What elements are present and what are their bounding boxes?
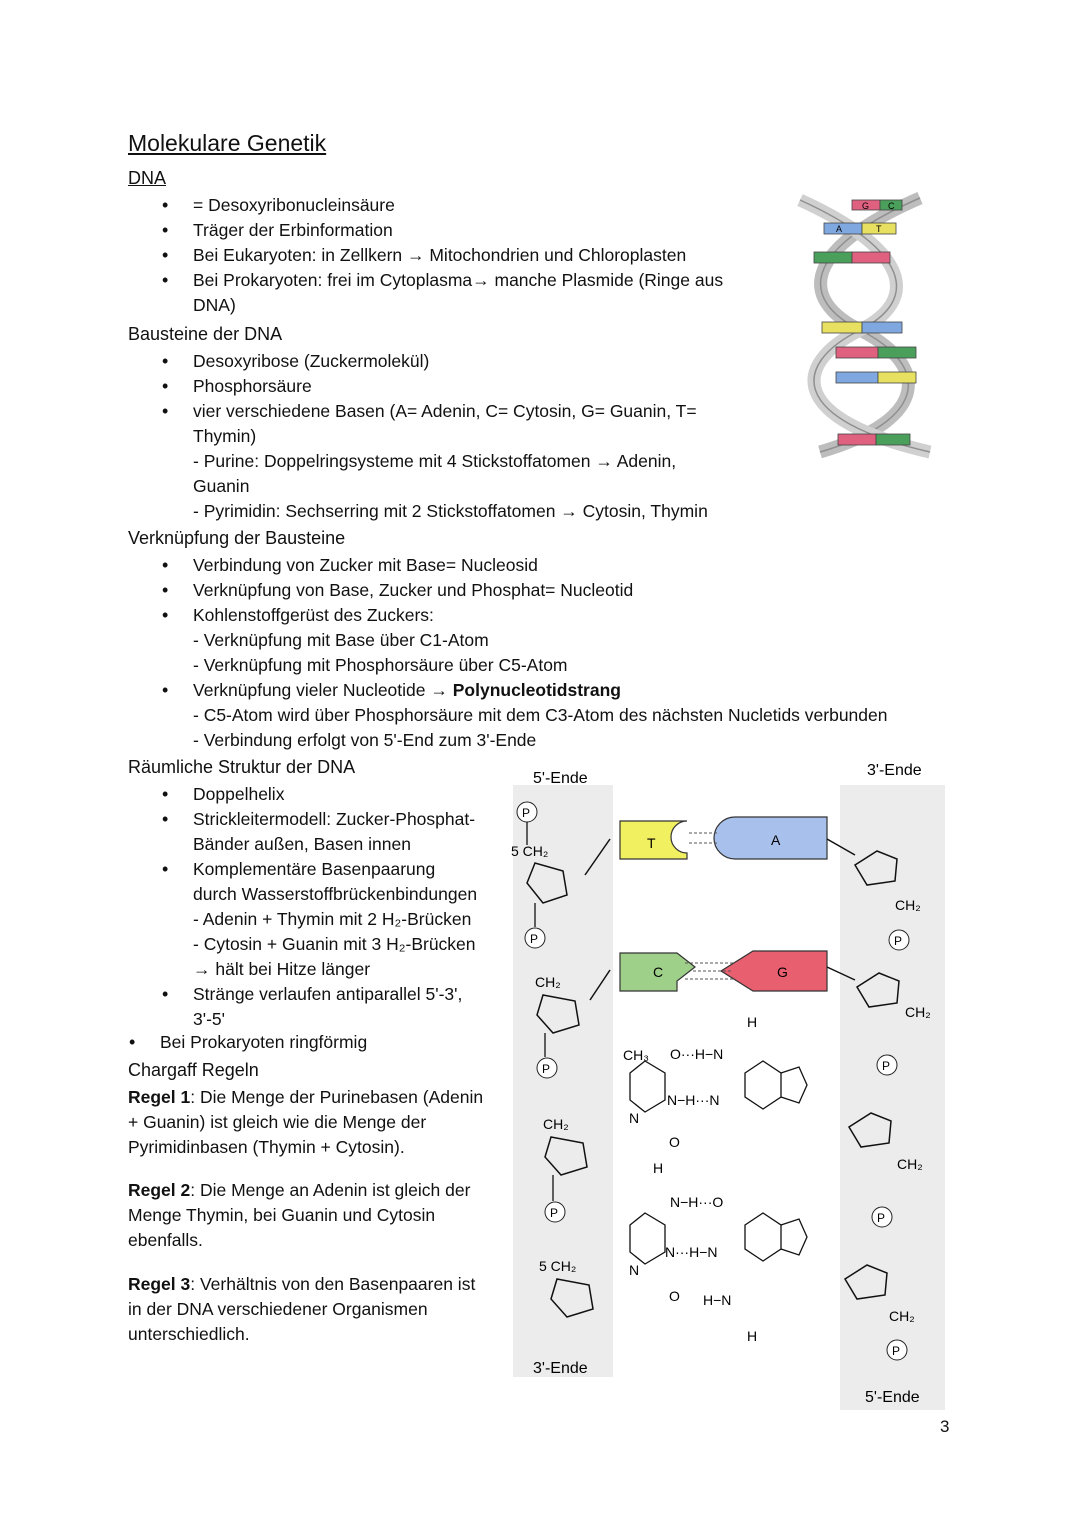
regel-text: in der DNA verschiedener Organismen bbox=[128, 1299, 428, 1319]
purine-ring bbox=[781, 1219, 807, 1255]
list-item-line: - Verbindung erfolgt von 5'-End zum 3'-Ende bbox=[193, 730, 537, 750]
section-heading-bausteine: Bausteine der DNA bbox=[128, 324, 283, 344]
helix-rung bbox=[836, 372, 916, 383]
list-item: • Verbindung von Zucker mit Base= Nucleosid bbox=[128, 553, 948, 578]
list-item-line: durch Wasserstoffbrückenbindungen bbox=[193, 884, 478, 904]
list-item-line: - C5-Atom wird über Phosphorsäure mit dem C3-Atom des nächsten Nucletids verbunden bbox=[193, 705, 888, 725]
purine-ring bbox=[745, 1213, 781, 1261]
section-heading-dna: DNA bbox=[128, 168, 167, 188]
methyl-label: CH₃ bbox=[623, 1047, 649, 1063]
regel-label: Regel 1 bbox=[128, 1087, 191, 1107]
helix-rung bbox=[814, 252, 890, 263]
pyrimidine-ring bbox=[630, 1061, 665, 1112]
base-a-label: A bbox=[771, 832, 781, 848]
hbond-label: N···H−N bbox=[665, 1244, 718, 1260]
list-item-line: - Adenin + Thymin mit 2 H₂-Brücken bbox=[193, 909, 472, 929]
list-item: • Phosphorsäure bbox=[128, 374, 768, 399]
nitrogen-label: N bbox=[629, 1110, 640, 1126]
page-title: Molekulare Genetik bbox=[128, 130, 327, 156]
double-helix-illustration bbox=[780, 190, 940, 460]
hbond-label: O···H−N bbox=[670, 1046, 724, 1062]
list-item-line: Bänder außen, Basen innen bbox=[193, 834, 411, 854]
regel-text: Menge Thymin, bei Guanin und Cytosin bbox=[128, 1205, 436, 1225]
section-heading-raeumlich: Räumliche Struktur der DNA bbox=[128, 757, 356, 777]
structural-formula-ta bbox=[623, 1014, 807, 1150]
phosphate-label: P bbox=[522, 806, 531, 820]
phosphate-label: P bbox=[882, 1059, 891, 1073]
list-item: • Desoxyribose (Zuckermolekül) bbox=[128, 349, 768, 374]
list-item-line: - Purine: Doppelringsysteme mit 4 Stickstoffatomen → Adenin, bbox=[193, 451, 677, 471]
list-item bbox=[128, 857, 508, 982]
hydrogen-label: H bbox=[747, 1014, 758, 1030]
hydrogen-label: H bbox=[747, 1328, 758, 1344]
list-item-line: Guanin bbox=[193, 476, 250, 496]
base-pair-ta bbox=[585, 817, 855, 875]
list-item-line: - Pyrimidin: Sechserring mit 2 Stickstoffatomen → Cytosin, Thymin bbox=[193, 501, 708, 521]
ch2-label: 5 CH₂ bbox=[511, 843, 549, 859]
ch2-label: CH₂ bbox=[905, 1004, 931, 1020]
helix-base-c: C bbox=[888, 201, 895, 211]
list-item-line: → hält bei Hitze länger bbox=[193, 959, 371, 979]
regel-text: ebenfalls. bbox=[128, 1230, 203, 1250]
list-item-line: • Komplementäre Basenpaarung bbox=[193, 859, 436, 879]
list-item: • Bei Eukaryoten: in Zellkern → Mitochondrien und Chloroplasten bbox=[128, 243, 768, 268]
section-heading-verknuepfung: Verknüpfung der Bausteine bbox=[128, 528, 346, 548]
list-item: • Verknüpfung von Base, Zucker und Phosphat= Nucleotid bbox=[128, 578, 948, 603]
oxygen-label: O bbox=[669, 1288, 680, 1304]
emphasis-text: Polynucleotidstrang bbox=[452, 680, 621, 700]
list-item-line: - Verknüpfung mit Base über C1-Atom bbox=[193, 630, 489, 650]
helix-base-a: A bbox=[836, 224, 843, 234]
list-item-line: • Strickleitermodell: Zucker-Phosphat- bbox=[193, 809, 476, 829]
regel-label: Regel 2 bbox=[128, 1180, 191, 1200]
page-number: 3 bbox=[940, 1417, 950, 1436]
helix-rung bbox=[838, 434, 910, 445]
list-item bbox=[128, 399, 768, 524]
ch2-label: 5 CH₂ bbox=[539, 1258, 577, 1274]
hbond-label: N−H···N bbox=[667, 1092, 720, 1108]
regel-text: : Die Menge der Purinebasen (Adenin bbox=[190, 1087, 484, 1107]
pyrimidine-ring bbox=[630, 1213, 665, 1264]
base-t-label: T bbox=[647, 835, 656, 851]
oxygen-label: O bbox=[669, 1134, 680, 1150]
list-item: • Träger der Erbinformation bbox=[128, 218, 768, 243]
regel-label: Regel 3 bbox=[128, 1274, 191, 1294]
list-item-line: • vier verschiedene Basen (A= Adenin, C= Cytosin, G= Guanin, T= bbox=[193, 401, 697, 421]
list-item-line: • Kohlenstoffgerüst des Zuckers: bbox=[193, 605, 434, 625]
bausteine-list bbox=[128, 349, 768, 524]
helix-rung bbox=[824, 223, 896, 234]
regel-text: + Guanin) ist gleich wie die Menge der bbox=[128, 1112, 427, 1132]
regel-text: unterschiedlich. bbox=[128, 1324, 250, 1344]
list-item bbox=[128, 603, 948, 678]
phosphate-label: P bbox=[530, 932, 539, 946]
phosphate-label: P bbox=[550, 1206, 559, 1220]
left-bottom-end-label: 3'-Ende bbox=[533, 1360, 588, 1377]
list-item bbox=[128, 807, 508, 857]
right-top-end-label: 3'-Ende bbox=[867, 762, 922, 779]
ch2-label: CH₂ bbox=[895, 897, 921, 913]
list-item-line: • Stränge verlaufen antiparallel 5'-3', bbox=[193, 984, 463, 1004]
phosphate-label: P bbox=[894, 934, 903, 948]
section-heading-chargaff: Chargaff Regeln bbox=[128, 1060, 259, 1080]
raeumlich-list-outer bbox=[95, 1030, 495, 1055]
regel-3 bbox=[128, 1272, 508, 1347]
regel-text: : Die Menge an Adenin ist gleich der bbox=[190, 1180, 471, 1200]
ch2-label: CH₂ bbox=[535, 974, 561, 990]
helix-rung bbox=[836, 347, 916, 358]
list-item: • Bei Prokaryoten ringförmig bbox=[95, 1030, 495, 1055]
list-item-line: - Verknüpfung mit Phosphorsäure über C5-Atom bbox=[193, 655, 568, 675]
dna-list bbox=[128, 193, 768, 318]
base-c-label: C bbox=[653, 964, 664, 980]
list-item: • Doppelhelix bbox=[128, 782, 508, 807]
helix-base-g: G bbox=[862, 201, 870, 211]
list-item bbox=[128, 268, 768, 318]
helix-rung bbox=[852, 200, 902, 210]
hbond-label: H−N bbox=[703, 1292, 732, 1308]
ch2-label: CH₂ bbox=[889, 1308, 915, 1324]
hbond-label: N−H···O bbox=[670, 1194, 724, 1210]
ch2-label: CH₂ bbox=[543, 1116, 569, 1132]
list-item-line bbox=[193, 678, 948, 703]
helix-rung bbox=[822, 322, 902, 333]
verknuepfung-list bbox=[128, 553, 948, 753]
structural-formula-cg bbox=[629, 1160, 807, 1344]
list-item-text: Verknüpfung vieler Nucleotide → bbox=[193, 680, 453, 700]
left-top-end-label: 5'-Ende bbox=[533, 770, 588, 787]
list-item: • = Desoxyribonucleinsäure bbox=[128, 193, 768, 218]
purine-ring bbox=[745, 1061, 781, 1109]
base-pair-cg bbox=[590, 951, 855, 1000]
ch2-label: CH₂ bbox=[897, 1156, 923, 1172]
list-item-line: - Cytosin + Guanin mit 3 H₂-Brücken bbox=[193, 934, 476, 954]
base-g-label: G bbox=[777, 964, 788, 980]
list-item-line: Thymin) bbox=[193, 426, 257, 446]
list-item bbox=[128, 982, 508, 1032]
dna-structure-diagram bbox=[505, 755, 950, 1415]
helix-base-t: T bbox=[876, 224, 882, 234]
purine-ring bbox=[781, 1067, 807, 1103]
right-bottom-end-label: 5'-Ende bbox=[865, 1389, 920, 1406]
phosphate-label: P bbox=[877, 1211, 886, 1225]
regel-text: Pyrimidinbasen (Thymin + Cytosin). bbox=[128, 1137, 405, 1157]
hydrogen-label: H bbox=[653, 1160, 664, 1176]
phosphate-label: P bbox=[892, 1344, 901, 1358]
list-item-line: DNA) bbox=[193, 295, 236, 315]
regel-2 bbox=[128, 1178, 508, 1253]
regel-text: : Verhältnis von den Basenpaaren ist bbox=[190, 1274, 476, 1294]
regel-1 bbox=[128, 1085, 508, 1160]
phosphate-label: P bbox=[542, 1062, 551, 1076]
list-item bbox=[128, 678, 948, 753]
list-item-line: 3'-5' bbox=[193, 1009, 225, 1029]
base-guanine bbox=[721, 951, 827, 991]
nitrogen-label: N bbox=[629, 1262, 640, 1278]
raeumlich-list bbox=[128, 782, 508, 1032]
list-item-line: • Bei Prokaryoten: frei im Cytoplasma→ manche Plasmide (Ringe aus bbox=[193, 270, 724, 290]
